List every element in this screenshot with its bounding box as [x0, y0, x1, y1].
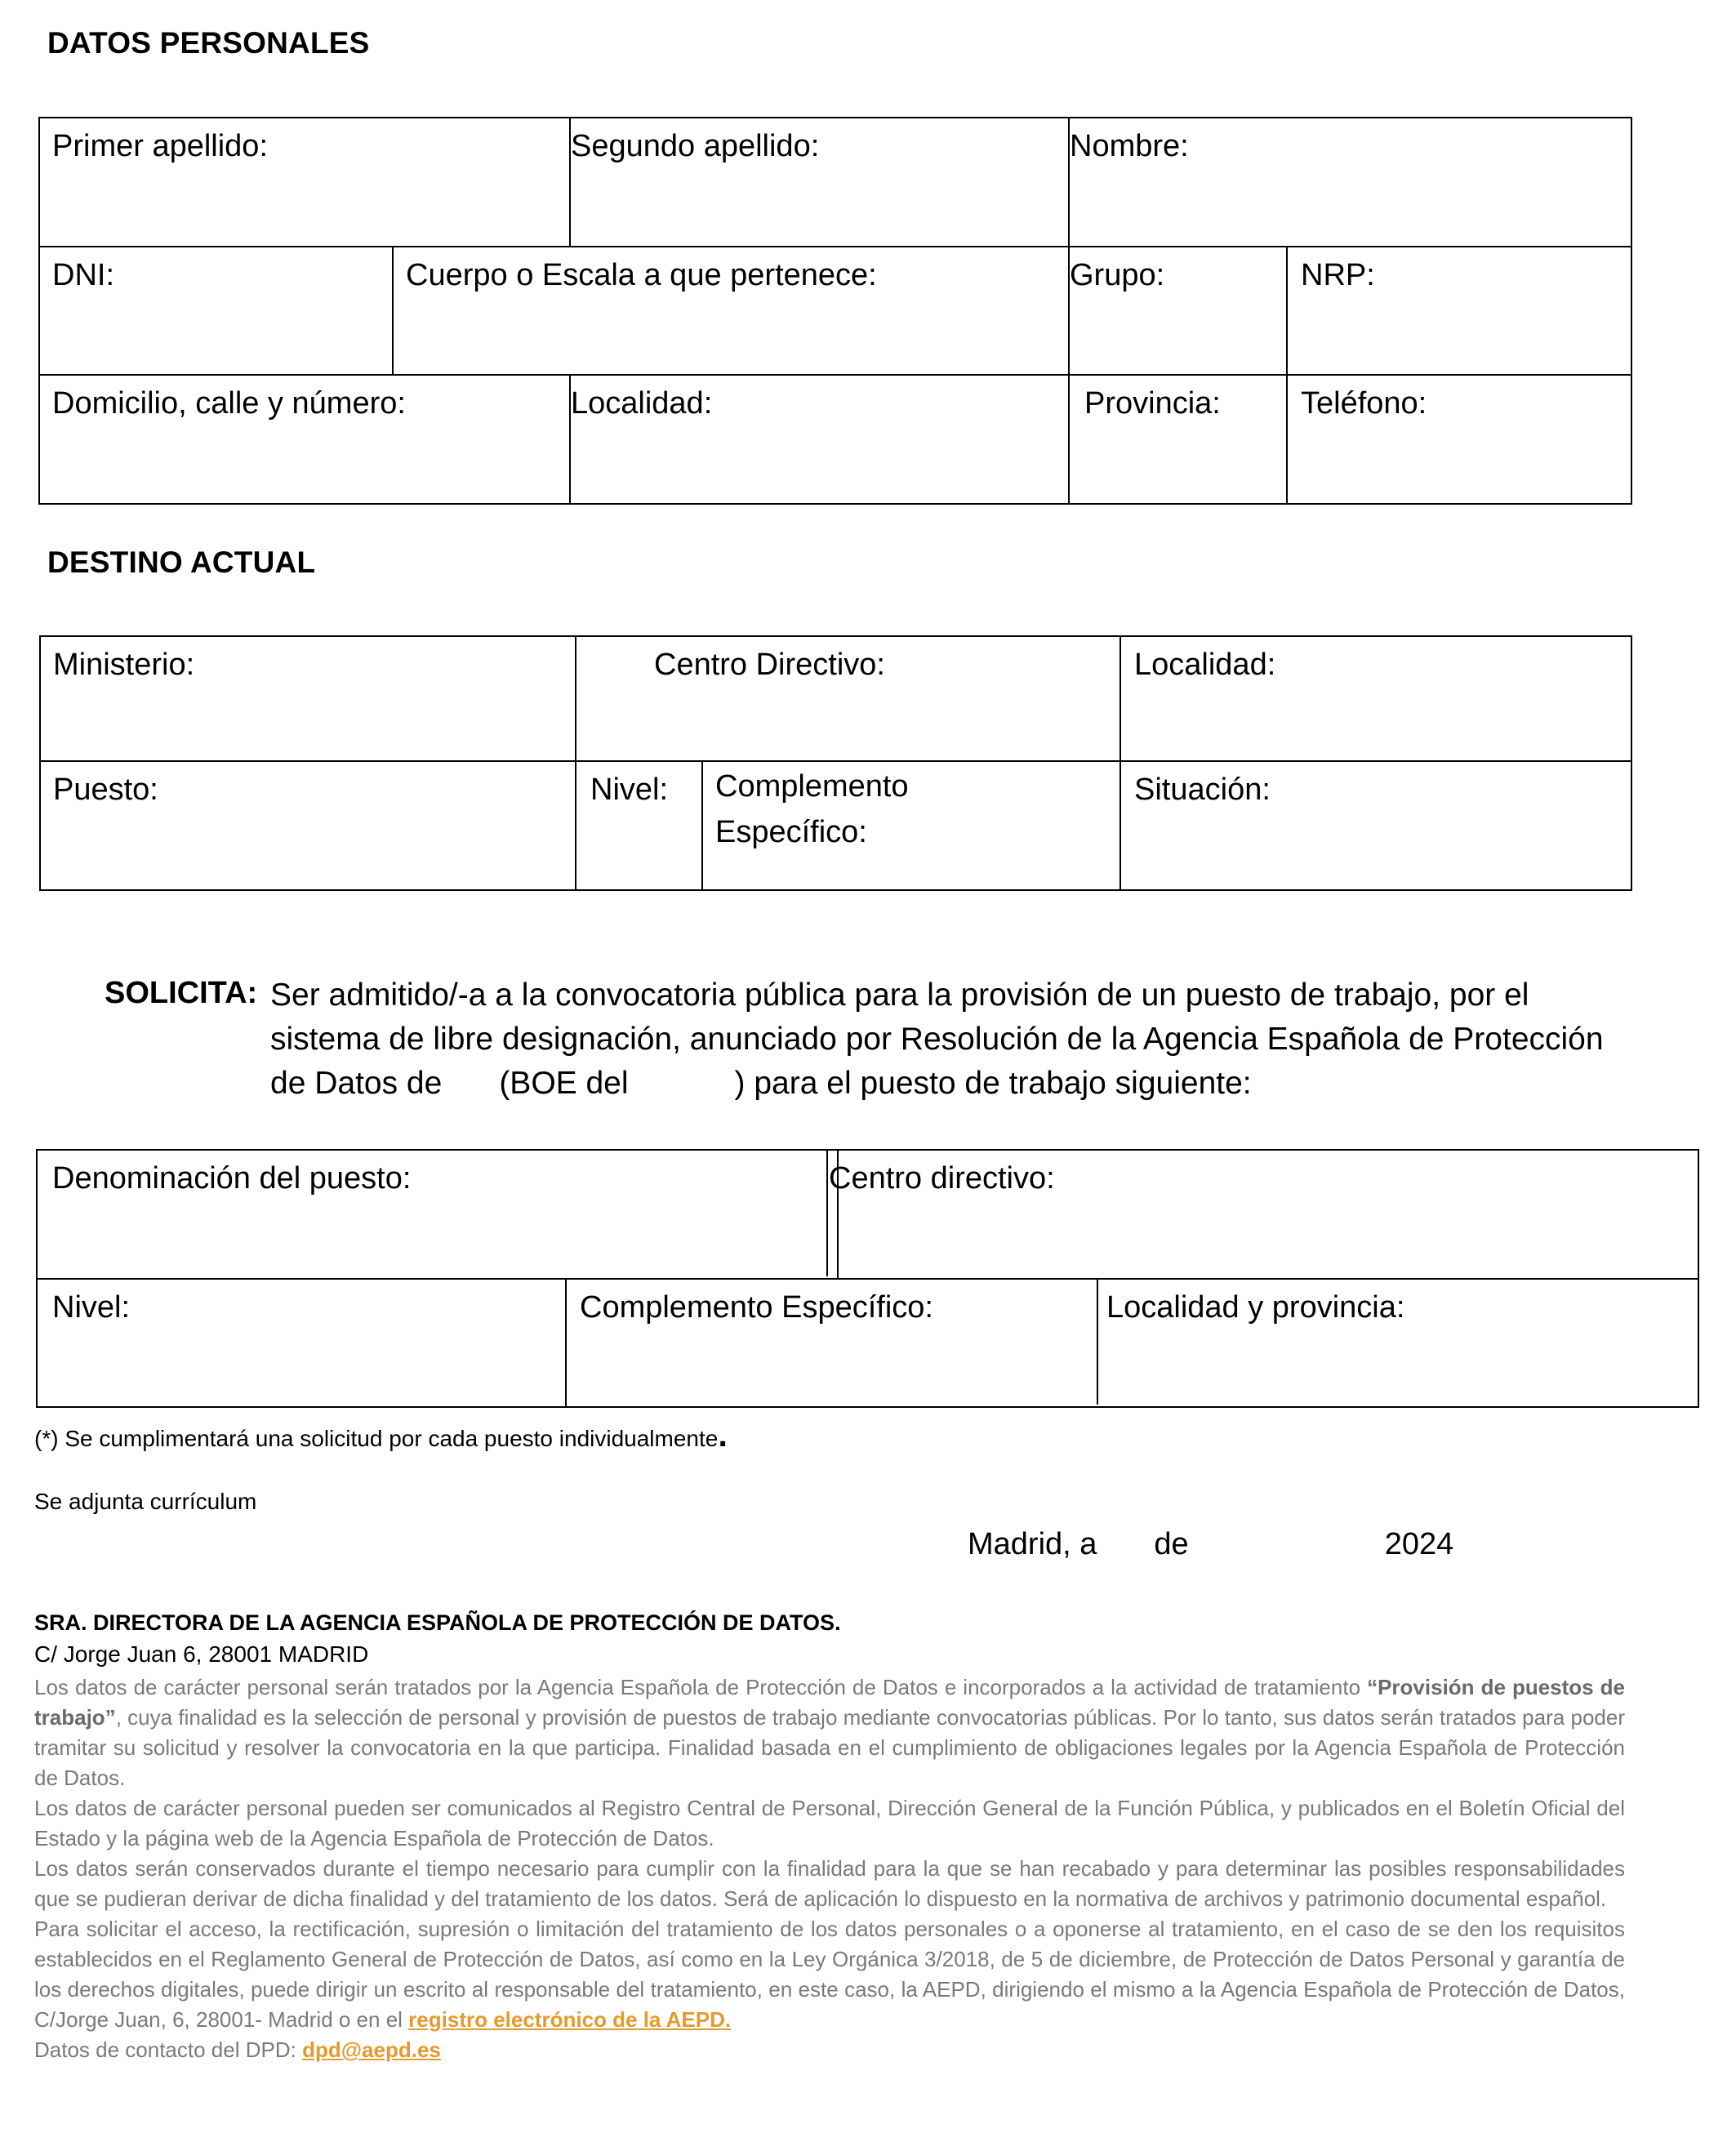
- row-denominacion-centro: [37, 1150, 838, 1279]
- field-domicilio[interactable]: [39, 375, 570, 504]
- field-segundo-apellido[interactable]: [570, 118, 1069, 247]
- legal-p5-a: Datos de contacto del DPD:: [34, 2037, 303, 2062]
- dpd-email-link[interactable]: dpd@aepd.es: [302, 2037, 441, 2062]
- label-complemento-line2: Específico:: [715, 815, 867, 849]
- destino-actual-table: [39, 635, 1632, 891]
- field-localidad[interactable]: [570, 375, 1069, 504]
- legal-parrafo-5: [34, 2035, 1625, 2065]
- field-situacion[interactable]: [1120, 761, 1631, 890]
- solicita-label: SOLICITA:: [105, 976, 258, 1010]
- field-dni[interactable]: [39, 247, 393, 375]
- field-primer-apellido[interactable]: [39, 118, 570, 247]
- label-cuerpo-escala: Cuerpo o Escala a que pertenece:: [406, 258, 877, 292]
- label-provincia: Provincia:: [1084, 386, 1221, 421]
- adjunta-curriculum: Se adjunta currículum: [34, 1489, 257, 1514]
- field-nivel-solicitado[interactable]: [37, 1279, 566, 1407]
- solicita-text: [270, 973, 1630, 1106]
- registro-electronico-link[interactable]: registro electrónico de la AEPD.: [408, 2007, 732, 2032]
- label-nivel-solicitado: Nivel:: [52, 1290, 131, 1325]
- legal-p1-a: Los datos de carácter personal serán tratados por la Agencia Española de Protección de Datos e incorporados a la actividad de tratamiento: [34, 1675, 1368, 1699]
- label-puesto: Puesto:: [53, 773, 158, 807]
- solicita-line3-c: ) para el puesto de trabajo siguiente:: [734, 1066, 1252, 1101]
- destinatario-direccion: C/ Jorge Juan 6, 28001 MADRID: [34, 1641, 369, 1667]
- field-localidad-provincia[interactable]: [1098, 1280, 1404, 1405]
- field-denominacion-puesto[interactable]: [38, 1151, 828, 1276]
- label-nrp: NRP:: [1301, 258, 1375, 292]
- label-denominacion-puesto: Denominación del puesto:: [52, 1161, 412, 1196]
- legal-parrafo-1: [34, 1672, 1625, 1793]
- label-nivel-actual: Nivel:: [590, 773, 669, 807]
- field-nombre[interactable]: [1069, 118, 1631, 247]
- label-primer-apellido: Primer apellido:: [52, 129, 268, 163]
- datos-personales-table: [38, 117, 1632, 505]
- field-cuerpo-escala[interactable]: [393, 247, 1069, 375]
- legal-p1-bold: “Provisión de puestos de trabajo”: [34, 1675, 1625, 1730]
- fecha-lugar: [968, 1527, 1453, 1562]
- label-segundo-apellido: Segundo apellido:: [571, 129, 820, 163]
- field-complemento-solicitado[interactable]: [567, 1280, 1098, 1405]
- field-localidad-actual[interactable]: [1120, 636, 1631, 761]
- legal-p4-a: Para solicitar el acceso, la rectificación, supresión o limitación del tratamiento de los datos personales o a oponerse al tratamiento, en el caso de se den los requisitos establecidos en el Reglamento General de Protección de Datos, así como en la Ley Orgánica 3/2018, de 5 de diciembre, de Protección de Datos Personal y garantía de los derechos digitales, puede dirigir un escrito al responsable del tratamiento, en este caso, la AEPD, dirigiendo el mismo a la Agencia Española de Protección de Datos, C/Jorge Juan, 6, 28001- Madrid o en el: [34, 1917, 1625, 2032]
- field-complemento-actual[interactable]: [702, 761, 1120, 890]
- texto-proteccion-datos: [34, 1672, 1625, 2065]
- label-grupo: Grupo:: [1070, 258, 1165, 292]
- field-nrp[interactable]: [1287, 247, 1631, 375]
- nota-solicitud: [34, 1415, 728, 1454]
- field-centro-directivo-actual[interactable]: [576, 636, 1120, 761]
- solicita-line3-b: (BOE del: [499, 1066, 629, 1101]
- field-telefono[interactable]: [1287, 375, 1631, 504]
- field-ministerio[interactable]: [40, 636, 576, 761]
- field-puesto[interactable]: [40, 761, 576, 890]
- label-centro-directivo-actual: Centro Directivo:: [654, 648, 885, 682]
- nota-text: (*) Se cumplimentará una solicitud por cada puesto individualmente: [34, 1426, 719, 1451]
- label-complemento-solicitado: Complemento Específico:: [580, 1290, 933, 1325]
- heading-datos-personales: DATOS PERSONALES: [47, 26, 370, 60]
- fecha-madrid: Madrid, a: [968, 1527, 1097, 1561]
- solicita-line2: sistema de libre designación, anunciado por Resolución de la Agencia Española de Protección: [270, 1022, 1604, 1057]
- puesto-solicitado-table: [36, 1149, 1699, 1408]
- nota-punto: .: [718, 1415, 728, 1454]
- legal-parrafo-2: Los datos de carácter personal pueden ser comunicados al Registro Central de Personal, Dirección General de la Función Pública, y publicados en el Boletín Oficial del Estado y la página web de la Agencia Española de Protección de Datos.: [34, 1796, 1625, 1850]
- heading-destino-actual: DESTINO ACTUAL: [47, 546, 316, 579]
- label-telefono: Teléfono:: [1301, 386, 1427, 421]
- field-grupo[interactable]: [1069, 247, 1287, 375]
- fecha-de: de: [1154, 1527, 1189, 1561]
- solicita-line1: Ser admitido/-a a la convocatoria pública para la provisión de un puesto de trabajo, por el: [270, 977, 1529, 1013]
- label-dni: DNI:: [52, 258, 114, 292]
- solicita-line3-a: de Datos de: [270, 1066, 443, 1101]
- label-nombre: Nombre:: [1070, 129, 1189, 163]
- label-ministerio: Ministerio:: [53, 648, 195, 682]
- field-nivel-actual[interactable]: [576, 761, 702, 890]
- label-localidad-actual: Localidad:: [1134, 648, 1276, 682]
- legal-p1-b: , cuya finalidad es la selección de personal y provisión de puestos de trabajo mediante convocatorias públicas. Por lo tanto, sus datos serán tratados para poder tramitar su solicitud y resolver la convocatoria en la que participa. Finalidad basada en el cumplimiento de obligaciones legales por la Agencia Española de Protección de Datos.: [34, 1705, 1625, 1790]
- label-localidad-provincia: Localidad y provincia:: [1106, 1290, 1405, 1325]
- field-centro-directivo-solicitado[interactable]: [829, 1150, 1698, 1279]
- destinatario-nombre: SRA. DIRECTORA DE LA AGENCIA ESPAÑOLA DE PROTECCIÓN DE DATOS.: [34, 1610, 841, 1635]
- label-domicilio: Domicilio, calle y número:: [52, 386, 406, 421]
- label-centro-directivo-solicitado: Centro directivo:: [829, 1161, 1055, 1196]
- label-situacion: Situación:: [1134, 773, 1271, 807]
- field-provincia[interactable]: [1069, 375, 1287, 504]
- fecha-anio: 2024: [1384, 1527, 1454, 1561]
- label-localidad: Localidad:: [571, 386, 713, 421]
- legal-parrafo-3: Los datos serán conservados durante el tiempo necesario para cumplir con la finalidad para la que se han recabado y para determinar las posibles responsabilidades que se pudieran derivar de dicha finalidad y del tratamiento de los datos. Será de aplicación lo dispuesto en la normativa de archivos y patrimonio documental español.: [34, 1856, 1625, 1911]
- row-complemento-localidad: [566, 1279, 1698, 1407]
- legal-parrafo-4: [34, 1914, 1625, 2035]
- label-complemento-line1: Complemento: [715, 769, 909, 804]
